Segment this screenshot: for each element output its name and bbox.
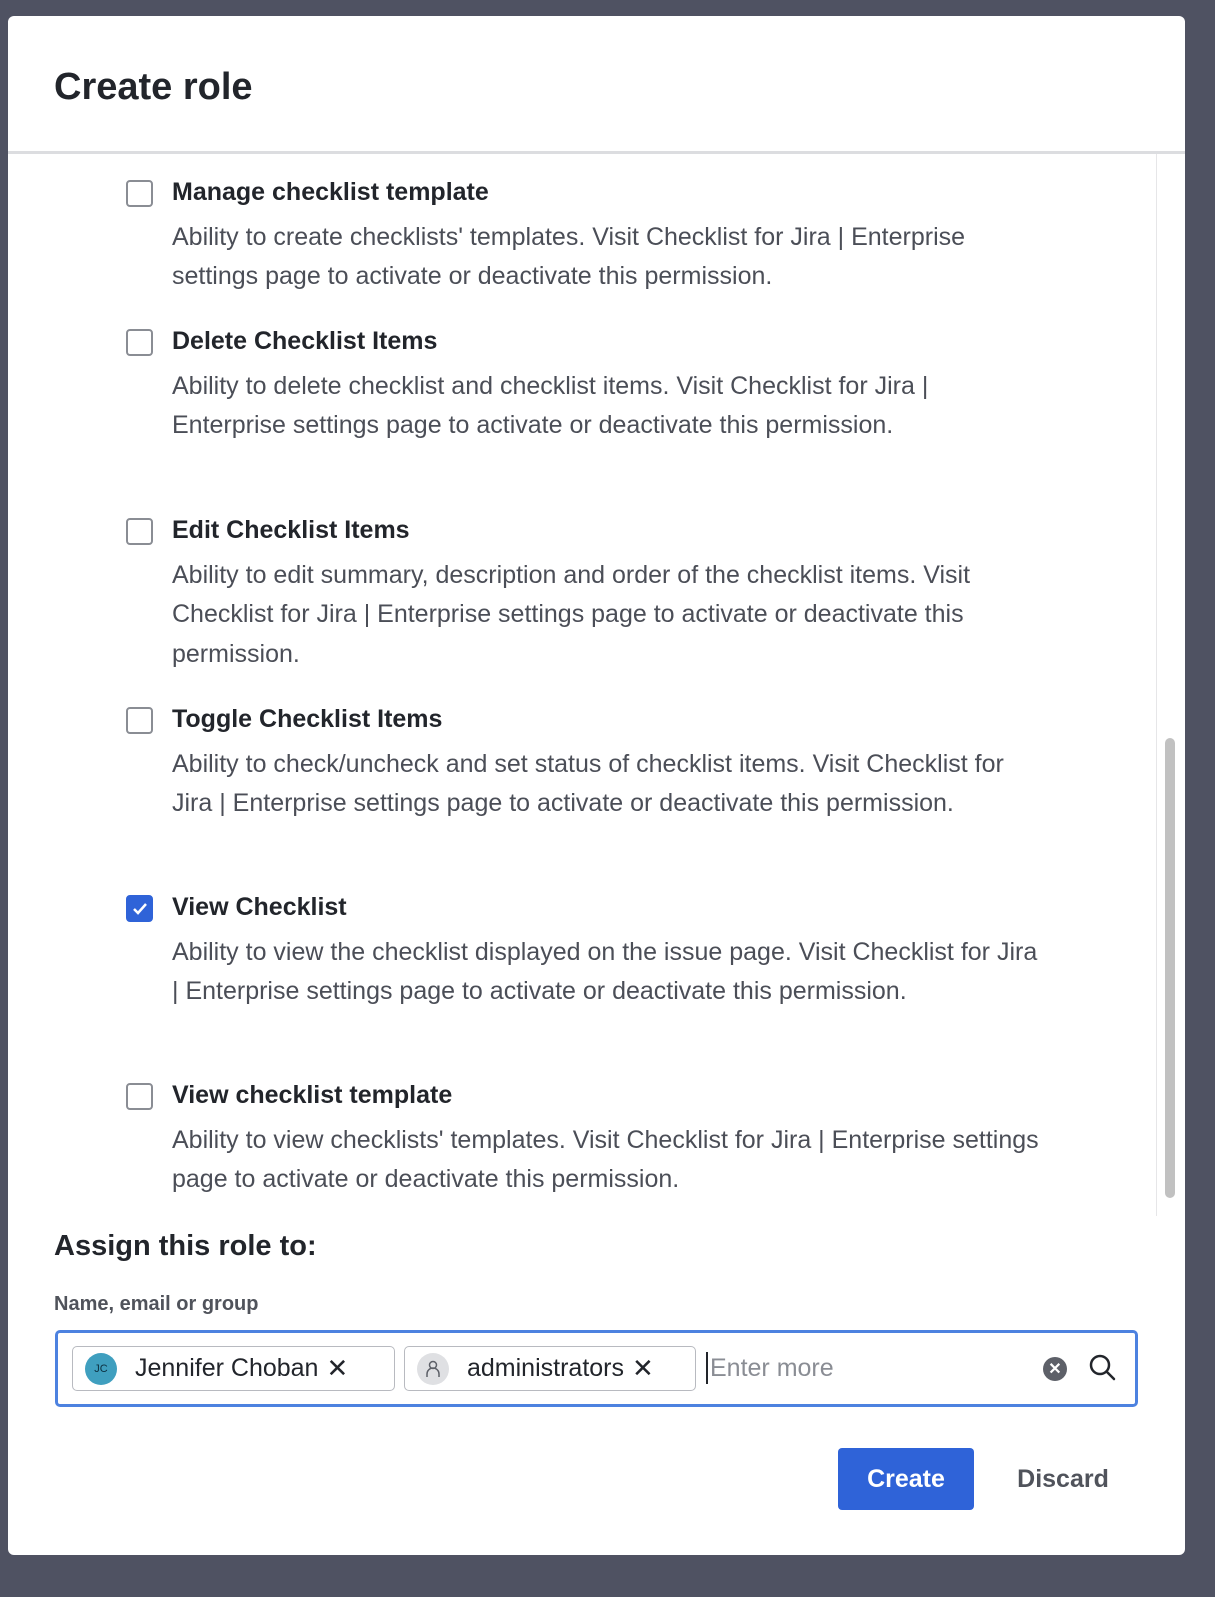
permission-checkbox[interactable] xyxy=(126,895,153,922)
permission-checkbox[interactable] xyxy=(126,1083,153,1110)
permission-description: Ability to check/uncheck and set status of checklist items. Visit Checklist for Jira | Enterprise settings page to activate or deactivate this permission. xyxy=(172,750,1004,818)
chip-label: Jennifer Choban xyxy=(135,1354,319,1382)
chip-label: administrators xyxy=(467,1354,624,1382)
permission-title[interactable]: View checklist template xyxy=(172,1081,453,1109)
discard-button[interactable]: Discard xyxy=(998,1448,1128,1510)
permission-checkbox[interactable] xyxy=(126,329,153,356)
create-role-dialog xyxy=(8,16,1185,1555)
permission-title[interactable]: View Checklist xyxy=(172,893,347,921)
group-icon xyxy=(417,1353,449,1385)
permission-checkbox[interactable] xyxy=(126,518,153,545)
remove-chip-icon[interactable]: ✕ xyxy=(632,1353,654,1383)
remove-chip-icon[interactable]: ✕ xyxy=(326,1353,349,1383)
clear-icon[interactable]: ✕ xyxy=(1043,1357,1067,1381)
assign-heading: Assign this role to: xyxy=(54,1230,317,1262)
permission-title[interactable]: Manage checklist template xyxy=(172,178,489,206)
permission-description: Ability to view checklists' templates. Visit Checklist for Jira | Enterprise settings page to activate or deactivate this permission. xyxy=(172,1126,1039,1194)
permissions-list[interactable] xyxy=(8,154,1157,1216)
assignee-placeholder[interactable]: Enter more xyxy=(706,1352,834,1384)
permission-checkbox[interactable] xyxy=(126,180,153,207)
permission-description: Ability to view the checklist displayed on the issue page. Visit Checklist for Jira | Enterprise settings page to activate or deactivate this permission. xyxy=(172,938,1038,1006)
assignee-input[interactable] xyxy=(55,1330,1138,1407)
permission-description: Ability to edit summary, description and order of the checklist items. Visit Checklist for Jira | Enterprise settings page to activate or deactivate this permission. xyxy=(172,561,971,668)
create-button[interactable]: Create xyxy=(838,1448,974,1510)
permission-description: Ability to delete checklist and checklist items. Visit Checklist for Jira | Enterprise settings page to activate or deactivate this permission. xyxy=(172,372,929,440)
avatar: JC xyxy=(85,1353,117,1385)
permission-title[interactable]: Toggle Checklist Items xyxy=(172,705,443,733)
permission-title[interactable]: Edit Checklist Items xyxy=(172,516,410,544)
dialog-title: Create role xyxy=(54,66,253,108)
chip-jennifer-choban xyxy=(72,1346,395,1391)
permission-title[interactable]: Delete Checklist Items xyxy=(172,327,438,355)
assignee-field-label: Name, email or group xyxy=(54,1293,259,1315)
permission-description: Ability to create checklists' templates. Visit Checklist for Jira | Enterprise settings page to activate or deactivate this permission. xyxy=(172,223,966,291)
scrollbar-thumb[interactable] xyxy=(1165,738,1175,1198)
chip-administrators xyxy=(404,1346,696,1391)
search-icon[interactable] xyxy=(1088,1353,1118,1388)
permission-checkbox[interactable] xyxy=(126,707,153,734)
